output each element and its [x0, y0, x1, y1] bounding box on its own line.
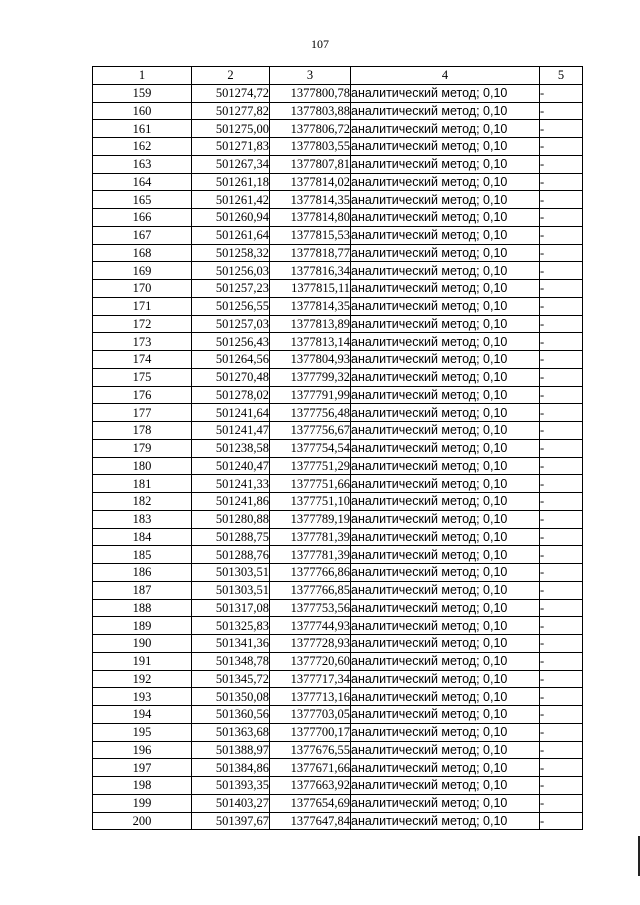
point-number-cell: 165 [93, 191, 192, 209]
y-coordinate-cell: 1377799,32 [270, 368, 351, 386]
table-row [93, 209, 583, 227]
x-coordinate-cell: 501341,36 [192, 635, 270, 653]
method-accuracy-cell: аналитический метод; 0,10 [351, 404, 540, 422]
method-accuracy-cell: аналитический метод; 0,10 [351, 777, 540, 795]
table-row [93, 457, 583, 475]
point-number-cell: 183 [93, 510, 192, 528]
y-coordinate-cell: 1377720,60 [270, 652, 351, 670]
y-coordinate-cell: 1377728,93 [270, 635, 351, 653]
y-coordinate-cell: 1377671,66 [270, 759, 351, 777]
description-cell: - [540, 351, 583, 369]
point-number-cell: 171 [93, 297, 192, 315]
description-cell: - [540, 191, 583, 209]
x-coordinate-cell: 501256,03 [192, 262, 270, 280]
method-accuracy-cell: аналитический метод; 0,10 [351, 564, 540, 582]
method-accuracy-cell: аналитический метод; 0,10 [351, 315, 540, 333]
y-coordinate-cell: 1377781,39 [270, 546, 351, 564]
point-number-cell: 193 [93, 688, 192, 706]
x-coordinate-cell: 501274,72 [192, 84, 270, 102]
table-row [93, 102, 583, 120]
y-coordinate-cell: 1377703,05 [270, 706, 351, 724]
description-cell: - [540, 581, 583, 599]
y-coordinate-cell: 1377815,11 [270, 280, 351, 298]
point-number-cell: 173 [93, 333, 192, 351]
y-coordinate-cell: 1377754,54 [270, 439, 351, 457]
description-cell: - [540, 812, 583, 830]
y-coordinate-cell: 1377800,78 [270, 84, 351, 102]
description-cell: - [540, 84, 583, 102]
y-coordinate-cell: 1377717,34 [270, 670, 351, 688]
point-number-cell: 194 [93, 706, 192, 724]
description-cell: - [540, 297, 583, 315]
table-row [93, 120, 583, 138]
x-coordinate-cell: 501393,35 [192, 777, 270, 795]
description-cell: - [540, 546, 583, 564]
method-accuracy-cell: аналитический метод; 0,10 [351, 138, 540, 156]
method-accuracy-cell: аналитический метод; 0,10 [351, 493, 540, 511]
method-accuracy-cell: аналитический метод; 0,10 [351, 706, 540, 724]
point-number-cell: 174 [93, 351, 192, 369]
x-coordinate-cell: 501348,78 [192, 652, 270, 670]
coordinates-table [92, 66, 583, 830]
point-number-cell: 177 [93, 404, 192, 422]
method-accuracy-cell: аналитический метод; 0,10 [351, 333, 540, 351]
table-row [93, 155, 583, 173]
y-coordinate-cell: 1377744,93 [270, 617, 351, 635]
x-coordinate-cell: 501256,55 [192, 297, 270, 315]
x-coordinate-cell: 501241,47 [192, 422, 270, 440]
method-accuracy-cell: аналитический метод; 0,10 [351, 386, 540, 404]
table-row [93, 351, 583, 369]
method-accuracy-cell: аналитический метод; 0,10 [351, 209, 540, 227]
table-row [93, 741, 583, 759]
point-number-cell: 187 [93, 581, 192, 599]
method-accuracy-cell: аналитический метод; 0,10 [351, 475, 540, 493]
point-number-cell: 191 [93, 652, 192, 670]
x-coordinate-cell: 501397,67 [192, 812, 270, 830]
description-cell: - [540, 475, 583, 493]
description-cell: - [540, 138, 583, 156]
table-row [93, 333, 583, 351]
point-number-cell: 195 [93, 723, 192, 741]
point-number-cell: 181 [93, 475, 192, 493]
point-number-cell: 162 [93, 138, 192, 156]
method-accuracy-cell: аналитический метод; 0,10 [351, 226, 540, 244]
point-number-cell: 185 [93, 546, 192, 564]
point-number-cell: 166 [93, 209, 192, 227]
y-coordinate-cell: 1377807,81 [270, 155, 351, 173]
method-accuracy-cell: аналитический метод; 0,10 [351, 617, 540, 635]
table-row [93, 723, 583, 741]
table-row [93, 493, 583, 511]
x-coordinate-cell: 501384,86 [192, 759, 270, 777]
description-cell: - [540, 457, 583, 475]
method-accuracy-cell: аналитический метод; 0,10 [351, 457, 540, 475]
table-row [93, 777, 583, 795]
table-row [93, 794, 583, 812]
point-number-cell: 164 [93, 173, 192, 191]
method-accuracy-cell: аналитический метод; 0,10 [351, 741, 540, 759]
method-accuracy-cell: аналитический метод; 0,10 [351, 368, 540, 386]
x-coordinate-cell: 501241,86 [192, 493, 270, 511]
y-coordinate-cell: 1377663,92 [270, 777, 351, 795]
point-number-cell: 199 [93, 794, 192, 812]
x-coordinate-cell: 501238,58 [192, 439, 270, 457]
description-cell: - [540, 333, 583, 351]
description-cell: - [540, 439, 583, 457]
point-number-cell: 196 [93, 741, 192, 759]
y-coordinate-cell: 1377815,53 [270, 226, 351, 244]
point-number-cell: 167 [93, 226, 192, 244]
x-coordinate-cell: 501325,83 [192, 617, 270, 635]
method-accuracy-cell: аналитический метод; 0,10 [351, 244, 540, 262]
x-coordinate-cell: 501288,75 [192, 528, 270, 546]
point-number-cell: 186 [93, 564, 192, 582]
description-cell: - [540, 759, 583, 777]
y-coordinate-cell: 1377700,17 [270, 723, 351, 741]
description-cell: - [540, 688, 583, 706]
description-cell: - [540, 244, 583, 262]
method-accuracy-cell: аналитический метод; 0,10 [351, 262, 540, 280]
description-cell: - [540, 723, 583, 741]
description-cell: - [540, 226, 583, 244]
method-accuracy-cell: аналитический метод; 0,10 [351, 84, 540, 102]
table-row [93, 528, 583, 546]
point-number-cell: 170 [93, 280, 192, 298]
table-row [93, 244, 583, 262]
point-number-cell: 182 [93, 493, 192, 511]
point-number-cell: 180 [93, 457, 192, 475]
x-coordinate-cell: 501240,47 [192, 457, 270, 475]
method-accuracy-cell: аналитический метод; 0,10 [351, 546, 540, 564]
description-cell: - [540, 422, 583, 440]
method-accuracy-cell: аналитический метод; 0,10 [351, 794, 540, 812]
method-accuracy-cell: аналитический метод; 0,10 [351, 173, 540, 191]
column-header-x-coordinate: 2 [192, 67, 270, 85]
column-header-description: 5 [540, 67, 583, 85]
x-coordinate-cell: 501403,27 [192, 794, 270, 812]
y-coordinate-cell: 1377751,10 [270, 493, 351, 511]
point-number-cell: 178 [93, 422, 192, 440]
point-number-cell: 161 [93, 120, 192, 138]
method-accuracy-cell: аналитический метод; 0,10 [351, 599, 540, 617]
description-cell: - [540, 670, 583, 688]
point-number-cell: 159 [93, 84, 192, 102]
x-coordinate-cell: 501277,82 [192, 102, 270, 120]
table-row [93, 635, 583, 653]
table-header-row [93, 67, 583, 85]
x-coordinate-cell: 501360,56 [192, 706, 270, 724]
column-header-point-number: 1 [93, 67, 192, 85]
table-row [93, 262, 583, 280]
y-coordinate-cell: 1377781,39 [270, 528, 351, 546]
table-row [93, 564, 583, 582]
method-accuracy-cell: аналитический метод; 0,10 [351, 528, 540, 546]
y-coordinate-cell: 1377751,66 [270, 475, 351, 493]
x-coordinate-cell: 501258,32 [192, 244, 270, 262]
table-row [93, 368, 583, 386]
point-number-cell: 192 [93, 670, 192, 688]
column-header-method-accuracy: 4 [351, 67, 540, 85]
x-coordinate-cell: 501267,34 [192, 155, 270, 173]
description-cell: - [540, 741, 583, 759]
description-cell: - [540, 528, 583, 546]
description-cell: - [540, 280, 583, 298]
table-row [93, 670, 583, 688]
point-number-cell: 197 [93, 759, 192, 777]
y-coordinate-cell: 1377789,19 [270, 510, 351, 528]
description-cell: - [540, 599, 583, 617]
x-coordinate-cell: 501241,64 [192, 404, 270, 422]
table-row [93, 652, 583, 670]
method-accuracy-cell: аналитический метод; 0,10 [351, 280, 540, 298]
x-coordinate-cell: 501261,42 [192, 191, 270, 209]
y-coordinate-cell: 1377753,56 [270, 599, 351, 617]
x-coordinate-cell: 501288,76 [192, 546, 270, 564]
x-coordinate-cell: 501280,88 [192, 510, 270, 528]
y-coordinate-cell: 1377647,84 [270, 812, 351, 830]
x-coordinate-cell: 501257,23 [192, 280, 270, 298]
table-row [93, 688, 583, 706]
description-cell: - [540, 368, 583, 386]
description-cell: - [540, 386, 583, 404]
y-coordinate-cell: 1377756,48 [270, 404, 351, 422]
y-coordinate-cell: 1377813,14 [270, 333, 351, 351]
point-number-cell: 198 [93, 777, 192, 795]
table-row [93, 546, 583, 564]
x-coordinate-cell: 501363,68 [192, 723, 270, 741]
method-accuracy-cell: аналитический метод; 0,10 [351, 102, 540, 120]
page-number: 107 [311, 37, 329, 51]
point-number-cell: 160 [93, 102, 192, 120]
table-row [93, 812, 583, 830]
method-accuracy-cell: аналитический метод; 0,10 [351, 155, 540, 173]
y-coordinate-cell: 1377806,72 [270, 120, 351, 138]
y-coordinate-cell: 1377676,55 [270, 741, 351, 759]
x-coordinate-cell: 501256,43 [192, 333, 270, 351]
point-number-cell: 172 [93, 315, 192, 333]
x-coordinate-cell: 501257,03 [192, 315, 270, 333]
x-coordinate-cell: 501260,94 [192, 209, 270, 227]
method-accuracy-cell: аналитический метод; 0,10 [351, 652, 540, 670]
table-row [93, 315, 583, 333]
y-coordinate-cell: 1377766,86 [270, 564, 351, 582]
description-cell: - [540, 102, 583, 120]
method-accuracy-cell: аналитический метод; 0,10 [351, 635, 540, 653]
method-accuracy-cell: аналитический метод; 0,10 [351, 723, 540, 741]
table-row [93, 581, 583, 599]
method-accuracy-cell: аналитический метод; 0,10 [351, 120, 540, 138]
x-coordinate-cell: 501317,08 [192, 599, 270, 617]
method-accuracy-cell: аналитический метод; 0,10 [351, 351, 540, 369]
y-coordinate-cell: 1377803,88 [270, 102, 351, 120]
description-cell: - [540, 635, 583, 653]
y-coordinate-cell: 1377766,85 [270, 581, 351, 599]
column-header-y-coordinate: 3 [270, 67, 351, 85]
x-coordinate-cell: 501261,64 [192, 226, 270, 244]
description-cell: - [540, 617, 583, 635]
y-coordinate-cell: 1377818,77 [270, 244, 351, 262]
point-number-cell: 179 [93, 439, 192, 457]
point-number-cell: 190 [93, 635, 192, 653]
method-accuracy-cell: аналитический метод; 0,10 [351, 297, 540, 315]
table-row [93, 138, 583, 156]
description-cell: - [540, 794, 583, 812]
description-cell: - [540, 564, 583, 582]
y-coordinate-cell: 1377756,67 [270, 422, 351, 440]
x-coordinate-cell: 501388,97 [192, 741, 270, 759]
table-row [93, 439, 583, 457]
description-cell: - [540, 404, 583, 422]
table-row [93, 191, 583, 209]
description-cell: - [540, 706, 583, 724]
y-coordinate-cell: 1377654,69 [270, 794, 351, 812]
table-row [93, 84, 583, 102]
table-row [93, 404, 583, 422]
point-number-cell: 200 [93, 812, 192, 830]
table-row [93, 759, 583, 777]
table-row [93, 706, 583, 724]
table-row [93, 173, 583, 191]
description-cell: - [540, 652, 583, 670]
x-coordinate-cell: 501303,51 [192, 564, 270, 582]
point-number-cell: 168 [93, 244, 192, 262]
description-cell: - [540, 120, 583, 138]
x-coordinate-cell: 501303,51 [192, 581, 270, 599]
table-row [93, 386, 583, 404]
x-coordinate-cell: 501264,56 [192, 351, 270, 369]
method-accuracy-cell: аналитический метод; 0,10 [351, 812, 540, 830]
description-cell: - [540, 262, 583, 280]
method-accuracy-cell: аналитический метод; 0,10 [351, 439, 540, 457]
table-row [93, 297, 583, 315]
method-accuracy-cell: аналитический метод; 0,10 [351, 759, 540, 777]
description-cell: - [540, 209, 583, 227]
table-row [93, 599, 583, 617]
point-number-cell: 176 [93, 386, 192, 404]
y-coordinate-cell: 1377814,35 [270, 191, 351, 209]
y-coordinate-cell: 1377751,29 [270, 457, 351, 475]
table-row [93, 280, 583, 298]
y-coordinate-cell: 1377814,35 [270, 297, 351, 315]
y-coordinate-cell: 1377713,16 [270, 688, 351, 706]
point-number-cell: 188 [93, 599, 192, 617]
table-row [93, 226, 583, 244]
method-accuracy-cell: аналитический метод; 0,10 [351, 581, 540, 599]
y-coordinate-cell: 1377813,89 [270, 315, 351, 333]
method-accuracy-cell: аналитический метод; 0,10 [351, 688, 540, 706]
point-number-cell: 163 [93, 155, 192, 173]
description-cell: - [540, 493, 583, 511]
y-coordinate-cell: 1377814,80 [270, 209, 351, 227]
table-row [93, 475, 583, 493]
table-body [93, 84, 583, 830]
point-number-cell: 169 [93, 262, 192, 280]
description-cell: - [540, 155, 583, 173]
x-coordinate-cell: 501270,48 [192, 368, 270, 386]
y-coordinate-cell: 1377816,34 [270, 262, 351, 280]
method-accuracy-cell: аналитический метод; 0,10 [351, 191, 540, 209]
x-coordinate-cell: 501261,18 [192, 173, 270, 191]
y-coordinate-cell: 1377803,55 [270, 138, 351, 156]
table-row [93, 510, 583, 528]
method-accuracy-cell: аналитический метод; 0,10 [351, 510, 540, 528]
x-coordinate-cell: 501278,02 [192, 386, 270, 404]
y-coordinate-cell: 1377804,93 [270, 351, 351, 369]
description-cell: - [540, 510, 583, 528]
y-coordinate-cell: 1377791,99 [270, 386, 351, 404]
x-coordinate-cell: 501241,33 [192, 475, 270, 493]
method-accuracy-cell: аналитический метод; 0,10 [351, 422, 540, 440]
x-coordinate-cell: 501275,00 [192, 120, 270, 138]
x-coordinate-cell: 501345,72 [192, 670, 270, 688]
point-number-cell: 184 [93, 528, 192, 546]
point-number-cell: 175 [93, 368, 192, 386]
description-cell: - [540, 173, 583, 191]
table-row [93, 422, 583, 440]
point-number-cell: 189 [93, 617, 192, 635]
y-coordinate-cell: 1377814,02 [270, 173, 351, 191]
description-cell: - [540, 777, 583, 795]
method-accuracy-cell: аналитический метод; 0,10 [351, 670, 540, 688]
table-row [93, 617, 583, 635]
description-cell: - [540, 315, 583, 333]
x-coordinate-cell: 501350,08 [192, 688, 270, 706]
x-coordinate-cell: 501271,83 [192, 138, 270, 156]
